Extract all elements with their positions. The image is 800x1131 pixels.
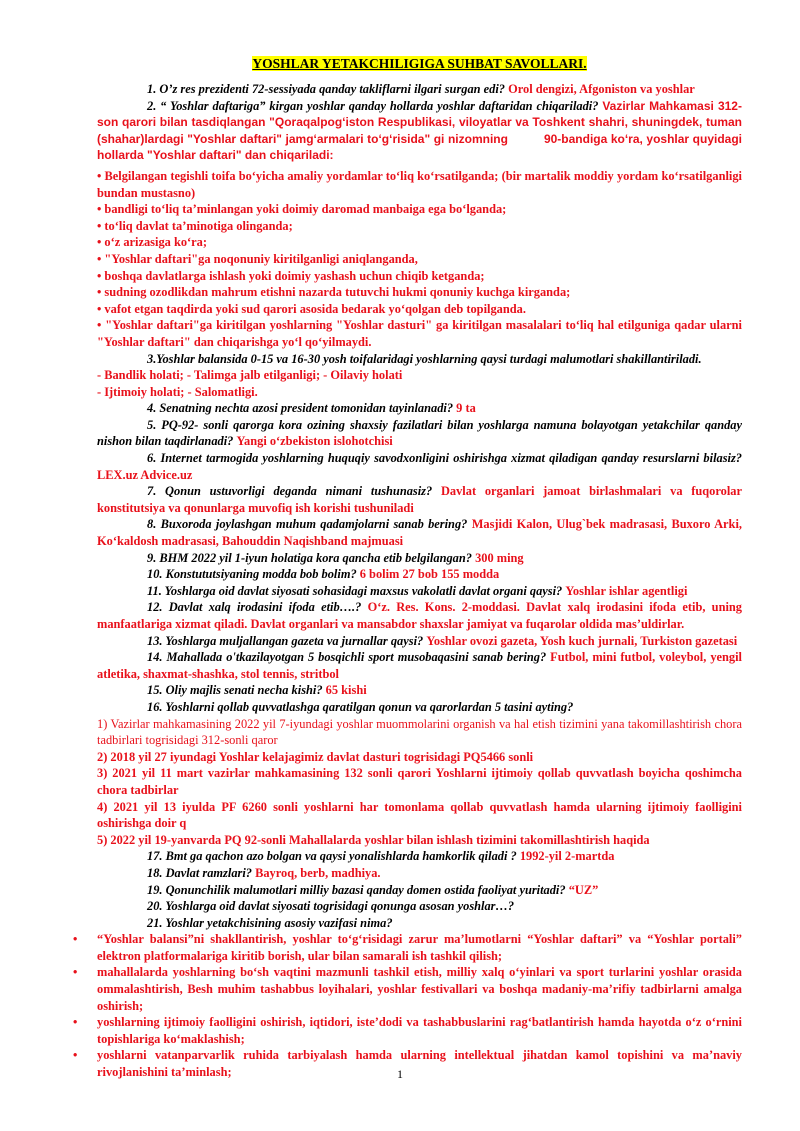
question-7 — [97, 483, 742, 516]
question-text: 8. Buxoroda joylashgan muhum qadamjolarni sanab bering? — [147, 517, 468, 532]
question-6 — [97, 450, 742, 483]
answer-text: Vazirlar Mahkamasi 312-son qarori bilan tasdiqlangan "Qoraqalpog‘iston Respublikasi, viloyatlar va Toshkent shahri, shuningdek, tuman (shahar)lardagi "Yoshlar daftari" jamg‘armalari to‘g‘risida" gi nizomning — [97, 98, 742, 146]
question-14 — [97, 649, 742, 682]
question-21 — [97, 915, 742, 932]
answer-text: - Ijtimoiy holati; - Salomatligi. — [97, 384, 258, 399]
list-item: 1) Vazirlar mahkamasining 2022 yil 7-iyundagi yoshlar muommolarini organish va hal etish tizimini yana takomillashtirish chora tadbirlari togrisidagi 312-sonli qaror — [97, 716, 742, 748]
answer-text: LEX.uz Advice.uz — [97, 467, 193, 482]
list-item: • mahallalarda yoshlarning bo‘sh vaqtini mazmunli tashkil etish, milliy xalq o‘yinlari va sport turlarini yoshlar orasida ommalashtirish, Besh muhim tashabbus loyihalari, yoshlar festivallari va boshqa madaniy-ma’rifiy tadbirlarni amalga oshirish; — [97, 964, 742, 1014]
question-18 — [97, 865, 742, 882]
question-text: 10. Konstututsiyaning modda bob bolim? — [147, 567, 357, 582]
question-10 — [97, 566, 742, 583]
answer-text: Davlat organlari jamoat birlashmalari va fuqorolar konstitutsiya va qonunlarga muvofiq ish korishi tushuniladi — [97, 484, 742, 515]
question-8 — [97, 516, 742, 549]
answer-text: Yangi o‘zbekiston islohotchisi — [236, 434, 393, 449]
list-item: • sudning ozodlikdan mahrum etishni nazarda tutuvchi hukmi qonuniy kuchga kirganda; — [97, 285, 571, 300]
question-text: 21. Yoshlar yetakchisining asosiy vazifasi nima? — [147, 915, 393, 930]
answer-text: - Bandlik holati; - Talimga jalb etilganligi; - Oilaviy holati — [97, 368, 403, 383]
question-15 — [97, 682, 742, 699]
question-text: 5. PQ-92- sonli qarorga kora ozining shaxsiy fazilatlari bilan yoshlarga namuna bolayotgan yetakchilar qanday nishon bilan taqdirlanadi? — [97, 417, 742, 449]
list-item: • "Yoshlar daftari"ga kiritilgan yoshlarning "Yoshlar dasturi" ga kiritilgan masalalari to‘liq hal etilguniga qadar ularni "Yoshlar daftari" dan chiqarishga yo‘l qo‘yilmaydi. — [97, 318, 742, 349]
answer-text: 65 kishi — [325, 683, 367, 698]
question-text: 19. Qonunchilik malumotlari milliy bazasi qanday domen ostida faoliyat yuritadi? — [147, 882, 566, 897]
question-16 — [97, 699, 742, 716]
question-20 — [97, 898, 742, 915]
question-text: 9. BHM 2022 yil 1-iyun holatiga kora qancha etib belgilangan? — [147, 550, 472, 565]
question-17 — [97, 848, 742, 865]
question-9 — [97, 550, 742, 567]
answer-text: Yoshlar ishlar agentligi — [565, 583, 688, 598]
list-item: • “Yoshlar balansi”ni shakllantirish, yoshlar to‘g‘risidagi zarur ma’lumotlarni “Yoshlar daftari” va “Yoshlar portali” elektron platformalariga kiritib borish, ular bilan samarali ish tashkil qilish; — [97, 931, 742, 964]
question-3 — [97, 351, 742, 368]
question-text: 3.Yoshlar balansida 0-15 va 16-30 yosh toifalaridagi yoshlarning qaysi turdagi malumotlari shakillantiriladi. — [147, 351, 702, 366]
question-text: 7. Qonun ustuvorligi deganda nimani tushunasiz? — [147, 484, 433, 499]
answer-text: O‘z. Res. Kons. 2-moddasi. Davlat xalq irodasini ifoda etib, uning manfaatlariga xizmat qiladi. Davlat organlari va mansabdor shaxslar jamiyat va fuqarolar oldida mas’uldirlar. — [97, 600, 742, 631]
list-item: 4) 2021 yil 13 iyulda PF 6260 sonli yoshlarni har tomonlama qollab quvvatlash hamda ularning ijtimoiy faolligini oshirishga doir q — [97, 799, 742, 831]
question-text: 20. Yoshlarga oid davlat siyosati togrisidagi qonunga asosan yoshlar…? — [147, 899, 515, 914]
list-item: 3) 2021 yil 11 mart vazirlar mahkamasining 132 sonli qarori Yoshlarni ijtimoiy qollab quvvatlash boyicha qoshimcha chora tadbirlar — [97, 766, 742, 797]
answer-text: 90-bandiga ko‘ra, yoshlar quyidagi hollarda "Yoshlar daftari" dan chiqariladi: — [97, 131, 742, 163]
question-12 — [97, 599, 742, 632]
list-item: • to‘liq davlat ta’minotiga olinganda; — [97, 218, 293, 233]
page-number: 1 — [397, 1067, 403, 1081]
question-text: 16. Yoshlarni qollab quvvatlashga qaratilgan qonun va qarorlardan 5 tasini ayting? — [147, 699, 574, 714]
answer-text: Bayroq, berb, madhiya. — [255, 865, 381, 880]
list-item: • vafot etgan taqdirda yoki sud qarori asosida bedarak yo‘qolgan deb topilganda. — [97, 301, 526, 316]
page-title: YOSHLAR YETAKCHILIGIGA SUHBAT SAVOLLARI. — [252, 56, 587, 71]
list-item: • yoshlarni vatanparvarlik ruhida tarbiyalash hamda ularning intellektual jihatdan kamol topishini va ma’naviy rivojlanishini ta’minlash; — [97, 1047, 742, 1080]
answer-text: 300 ming — [475, 550, 524, 565]
list-item: 5) 2022 yil 19-yanvarda PQ 92-sonli Mahallalarda yoshlar bilan ishlash tizimini takomillashtirish haqida — [97, 832, 650, 847]
question-text: 15. Oliy majlis senati necha kishi? — [147, 683, 323, 698]
question-4 — [97, 400, 742, 417]
answer-text: Futbol, mini futbol, voleybol, yengil atletika, shaxmat-shashka, stol tennis, stritbol — [97, 650, 742, 681]
question-5 — [97, 417, 742, 450]
list-item: • o‘z arizasiga ko‘ra; — [97, 235, 207, 250]
duties-list — [97, 931, 742, 1080]
answer-text: “UZ” — [568, 882, 599, 897]
question-text: 4. Senatning nechta azosi president tomonidan tayinlanadi? — [147, 401, 454, 416]
question-text: 6. Internet tarmogida yoshlarning huquqiy savodxonligini oshirishga xizmat qiladigan qanday resurslarni bilasiz? — [147, 451, 742, 466]
question-text: 1. O’z res prezidenti 72-sessiyada qanday takliflarni ilgari surgan edi? — [147, 82, 505, 96]
question-13 — [97, 633, 742, 650]
answer-text: Orol dengizi, Afgoniston va yoshlar — [508, 82, 695, 96]
answer-text: 6 bolim 27 bob 155 modda — [359, 567, 500, 582]
question-text: 17. Bmt ga qachon azo bolgan va qaysi yonalishlarda hamkorlik qiladi ? — [147, 849, 517, 864]
list-item: • yoshlarning ijtimoiy faolligini oshirish, iqtidori, iste’dodi va tashabbuslarini rag‘batlantirish hamda hayotda o‘z o‘rnini topishlariga ko‘maklashish; — [97, 1014, 742, 1047]
list-item: • bandligi to‘liq ta’minlangan yoki doimiy daromad manbaiga ega bo‘lganda; — [97, 202, 507, 217]
list-item: • Belgilangan tegishli toifa bo‘yicha amaliy yordamlar to‘liq ko‘rsatilganda; (bir martalik moddiy yordam ko‘rsatilganligi bundan mustasno) — [97, 168, 742, 200]
answer-list — [97, 168, 742, 351]
question-text: 13. Yoshlarga muljallangan gazeta va jurnallar qaysi? — [147, 633, 424, 648]
question-text: 12. Davlat xalq irodasini ifoda etib….? — [147, 600, 362, 615]
question-2 — [97, 98, 742, 164]
question-text: 14. Mahallada o'tkazilayotgan 5 bosqichli sport musobaqasini sanab bering? — [147, 650, 547, 665]
answer-text: Masjidi Kalon, Ulug`bek madrasasi, Buxoro Arki, Ko‘kaldosh madrasasi, Bahouddin Naqishband majmuasi — [97, 517, 742, 549]
question-1 — [97, 81, 742, 98]
question-text: 2. “ Yoshlar daftariga” kirgan yoshlar qanday hollarda yoshlar daftaridan chiqariladi? — [147, 98, 599, 113]
answer-text: 1992-yil 2-martda — [519, 849, 615, 864]
answer-text: Yoshlar ovozi gazeta, Yosh kuch jurnali, Turkiston gazetasi — [426, 633, 738, 648]
question-19 — [97, 882, 742, 899]
document-page — [97, 56, 742, 1081]
question-11 — [97, 583, 742, 600]
question-text: 11. Yoshlarga oid davlat siyosati sohasidagi maxsus vakolatli davlat organi qaysi? — [147, 583, 563, 598]
list-item: • "Yoshlar daftari"ga noqonuniy kiritilganligi aniqlanganda, — [97, 251, 418, 266]
question-text: 18. Davlat ramzlari? — [147, 865, 252, 880]
answer-text: 9 ta — [456, 401, 476, 416]
list-item: • boshqa davlatlarga ishlash yoki doimiy yashash uchun chiqib ketganda; — [97, 268, 485, 283]
list-item: 2) 2018 yil 27 iyundagi Yoshlar kelajagimiz davlat dasturi togrisidagi PQ5466 sonli — [97, 749, 534, 764]
